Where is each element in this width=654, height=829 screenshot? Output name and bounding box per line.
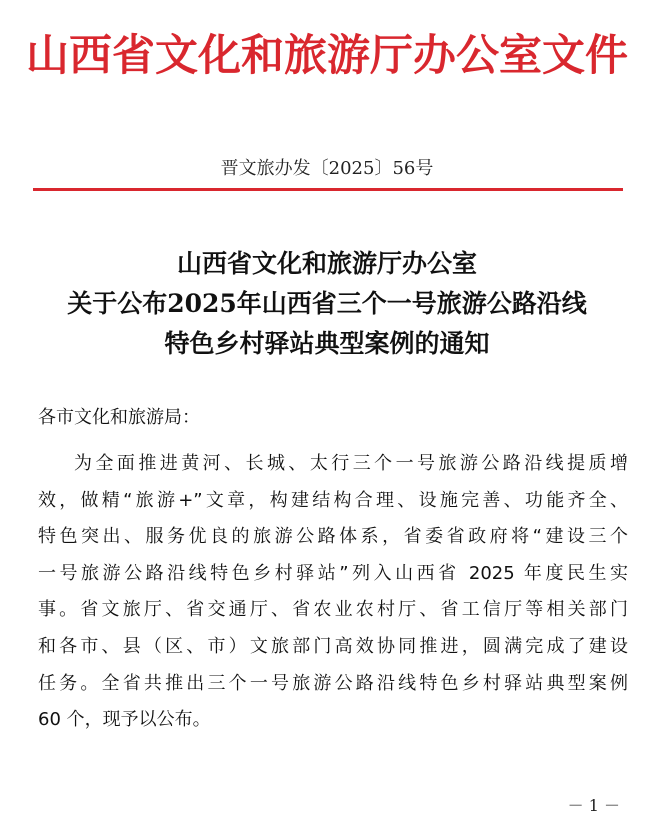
body-text: [38, 446, 628, 739]
body-line: 和各市、县（区、市）文旅部门高效协同推进，圆满完成了建设: [38, 635, 628, 657]
document-number: 晋文旅办发〔2025〕56号: [220, 158, 434, 179]
red-divider-line: [33, 188, 623, 191]
body-line: 特色突出、服务优良的旅游公路体系，省委省政府将“建设三个: [38, 526, 628, 548]
page-number: － 1 －: [567, 796, 620, 815]
notice-title-line: 特色乡村驿站典型案例的通知: [164, 329, 490, 358]
body-line: 60 个，现予以公布。: [38, 709, 211, 731]
notice-title-line: 山西省文化和旅游厅办公室: [176, 249, 477, 278]
body-line: 效，做精“旅游+”文章，构建结构合理、设施完善、功能齐全、: [38, 489, 628, 511]
notice-title: [0, 244, 654, 364]
body-line: 任务。全省共推出三个一号旅游公路沿线特色乡村驿站典型案例: [38, 672, 628, 694]
body-line: 一号旅游公路沿线特色乡村驿站”列入山西省 2025 年度民生实: [38, 562, 628, 584]
body-line: 为全面推进黄河、长城、太行三个一号旅游公路沿线提质增: [74, 453, 628, 474]
notice-title-line: 关于公布2025年山西省三个一号旅游公路沿线: [67, 289, 587, 318]
body-line: 事。省文旅厅、省交通厅、省农业农村厅、省工信厅等相关部门: [38, 599, 628, 621]
salutation: 各市文化和旅游局：: [38, 407, 200, 428]
document-header-title: 山西省文化和旅游厅办公室文件: [26, 31, 628, 81]
